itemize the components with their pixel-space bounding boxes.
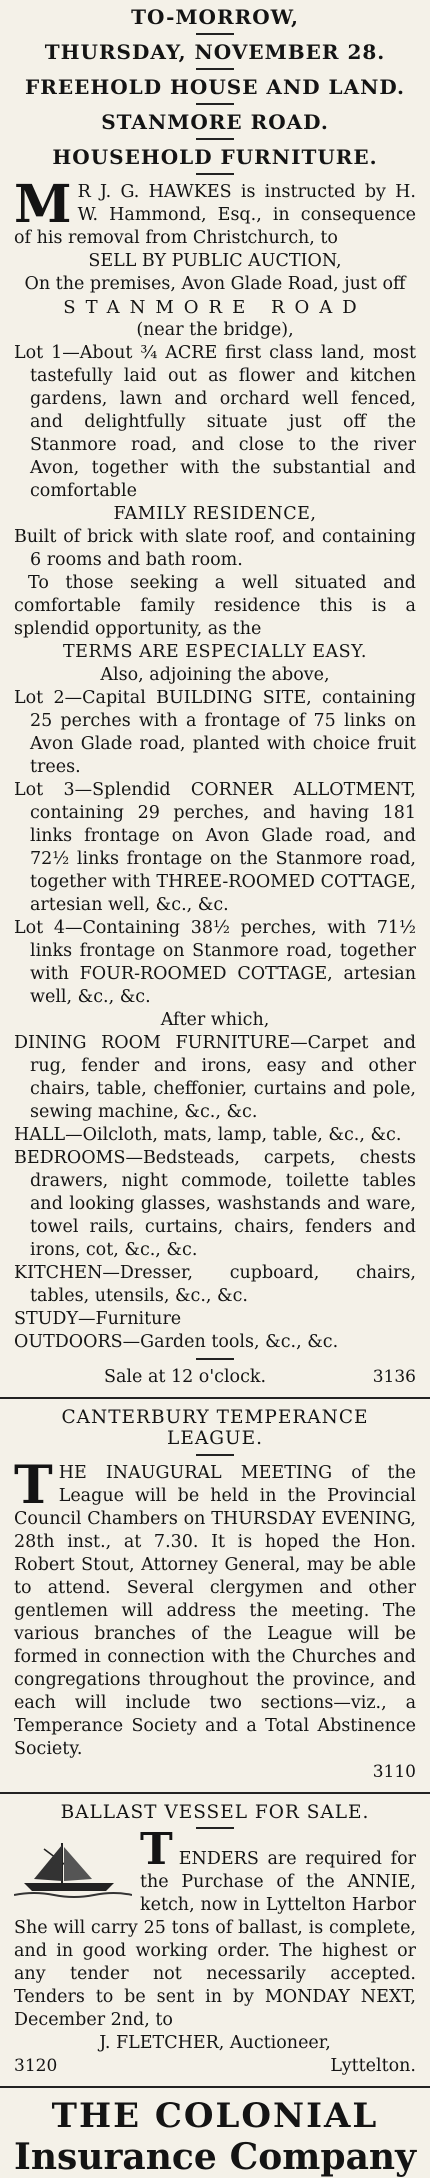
- sale-row: [14, 1366, 416, 1389]
- intro-text: R J. G. HAWKES is instructed by H. W. Hammond, Esq., in consequence of his removal from Christchurch, to: [14, 182, 416, 248]
- seeking-line: To those seeking a well situated and comfortable family residence this is a splendid opportunity, as the: [14, 573, 416, 639]
- drop-cap: M: [14, 174, 72, 235]
- hall-line: HALL—Oilcloth, mats, lamp, table, &c., &c.: [14, 1125, 402, 1145]
- outdoors-line: OUTDOORS—Garden tools, &c., &c.: [14, 1332, 339, 1352]
- study-line: STUDY—Furniture: [14, 1309, 182, 1329]
- lot-4: Lot 4—Containing 38½ perches, with 71½ links frontage on Stanmore road, together with FOUR-ROOMED COTTAGE, artesian well, &c., &c.: [14, 918, 416, 1007]
- lot-1: Lot 1—About ¾ ACRE first class land, most tastefully laid out as flower and kitchen gardens, lawn and orchard well fenced, and delightfully situate just off the Stanmore road, and close to the river Avon, together with the substantial and comfortable: [14, 343, 416, 501]
- ship-engraving-icon: [14, 1839, 132, 1899]
- drop-cap: T: [14, 1454, 53, 1516]
- sell-line: SELL BY PUBLIC AUCTION,: [88, 251, 342, 271]
- divider: [196, 68, 234, 70]
- advert-road: STANMORE ROAD.: [101, 110, 329, 134]
- advert-number: 3120: [14, 2055, 58, 2076]
- residence-line: FAMILY RESIDENCE,: [113, 504, 317, 524]
- ballast-body: ENDERS are required for the Purchase of the ANNIE, ketch, now in Lyttelton Harbor She will carry 25 tons of ballast, is complete, and in good working order. The highest or any tender not necessarily accepted. Tenders to be sent in by MONDAY NEXT, December 2nd, to: [14, 1848, 416, 2030]
- ballast-footer: [14, 2055, 416, 2078]
- advert-heading: TO-MORROW,: [131, 5, 299, 29]
- lot-2: Lot 2—Capital BUILDING SITE, containing 25 perches with a frontage of 75 links on Avon Glade road, planted with choice fruit trees.: [14, 688, 416, 777]
- company-word: Company: [229, 2135, 416, 2178]
- section-divider: [0, 1397, 430, 1399]
- insurance-word: Insurance: [14, 2135, 217, 2178]
- divider: [196, 1454, 234, 1456]
- built-line: Built of brick with slate roof, and containing 6 rooms and bath room.: [14, 527, 416, 570]
- near-line: (near the bridge),: [136, 320, 294, 340]
- divider: [196, 138, 234, 140]
- drop-cap: T: [140, 1823, 173, 1875]
- place-name: Lyttelton.: [330, 2055, 416, 2076]
- section-divider: [0, 1792, 430, 1794]
- divider: [196, 1827, 234, 1829]
- advert-number: 3110: [372, 1761, 416, 1782]
- divider: [196, 103, 234, 105]
- section-divider: [0, 2086, 430, 2088]
- sale-time: Sale at 12 o'clock.: [104, 1367, 267, 1387]
- terms-line: TERMS ARE ESPECIALLY EASY.: [63, 642, 367, 662]
- ballast-advert: [14, 1802, 416, 2078]
- kitchen-line: KITCHEN—Dresser, cupboard, chairs, tables, utensils, &c., &c.: [14, 1263, 416, 1306]
- temperance-advert: [14, 1407, 416, 1784]
- colonial-heading: THE COLONIAL: [51, 2095, 379, 2136]
- colonial-advert: [14, 2096, 416, 2178]
- divider: [196, 33, 234, 35]
- bedrooms-line: BEDROOMS—Bedsteads, carpets, chests drawers, night commode, toilette tables and looking glasses, washstands and ware, towel rails, curtains, chairs, fenders and irons, cot, &c., &c.: [14, 1148, 416, 1260]
- auction-body: [14, 174, 416, 1389]
- temperance-title: CANTERBURY TEMPERANCE LEAGUE.: [61, 1407, 369, 1450]
- auction-advert: [14, 0, 416, 175]
- colonial-subheading: [14, 2136, 416, 2178]
- advert-number: 3136: [372, 1367, 416, 1387]
- ballast-title: BALLAST VESSEL FOR SALE.: [60, 1801, 370, 1823]
- also-line: Also, adjoining the above,: [100, 665, 330, 685]
- stanmore-line: STANMORE ROAD: [63, 297, 367, 318]
- dining-room-line: DINING ROOM FURNITURE—Carpet and rug, fender and irons, easy and other chairs, table, cheffonier, curtains and pole, sewing machine, &c., &c.: [14, 1033, 416, 1122]
- divider: [196, 173, 234, 175]
- advert-subject: FREEHOLD HOUSE AND LAND.: [25, 75, 405, 99]
- temperance-body: HE INAUGURAL MEETING of the League will be held in the Provincial Council Chambers on THURSDAY EVENING, 28th inst., at 7.30. It is hoped the Hon. Robert Stout, Attorney General, may be able to attend. Several clergymen and other gentlemen will address the meeting. The various branches of the League will be formed in connection with the Churches and congregations throughout the province, and each will include two sections—viz., a Temperance Society and a Total Abstinence Society.: [14, 1462, 416, 1759]
- temperance-number-row: [14, 1761, 416, 1784]
- advert-date: THURSDAY, NOVEMBER 28.: [44, 40, 386, 64]
- premises-line: On the premises, Avon Glade Road, just off: [24, 274, 406, 294]
- divider: [196, 1358, 234, 1360]
- advert-furniture: HOUSEHOLD FURNITURE.: [52, 145, 378, 169]
- auctioneer-line: J. FLETCHER, Auctioneer,: [99, 2032, 331, 2053]
- lot-3: Lot 3—Splendid CORNER ALLOTMENT, containing 29 perches, and having 181 links frontage on Avon Glade road, and 72½ links frontage on the Stanmore road, together with THREE-ROOMED COTTAGE, artesian well, &c., &c.: [14, 780, 416, 915]
- after-line: After which,: [160, 1010, 270, 1030]
